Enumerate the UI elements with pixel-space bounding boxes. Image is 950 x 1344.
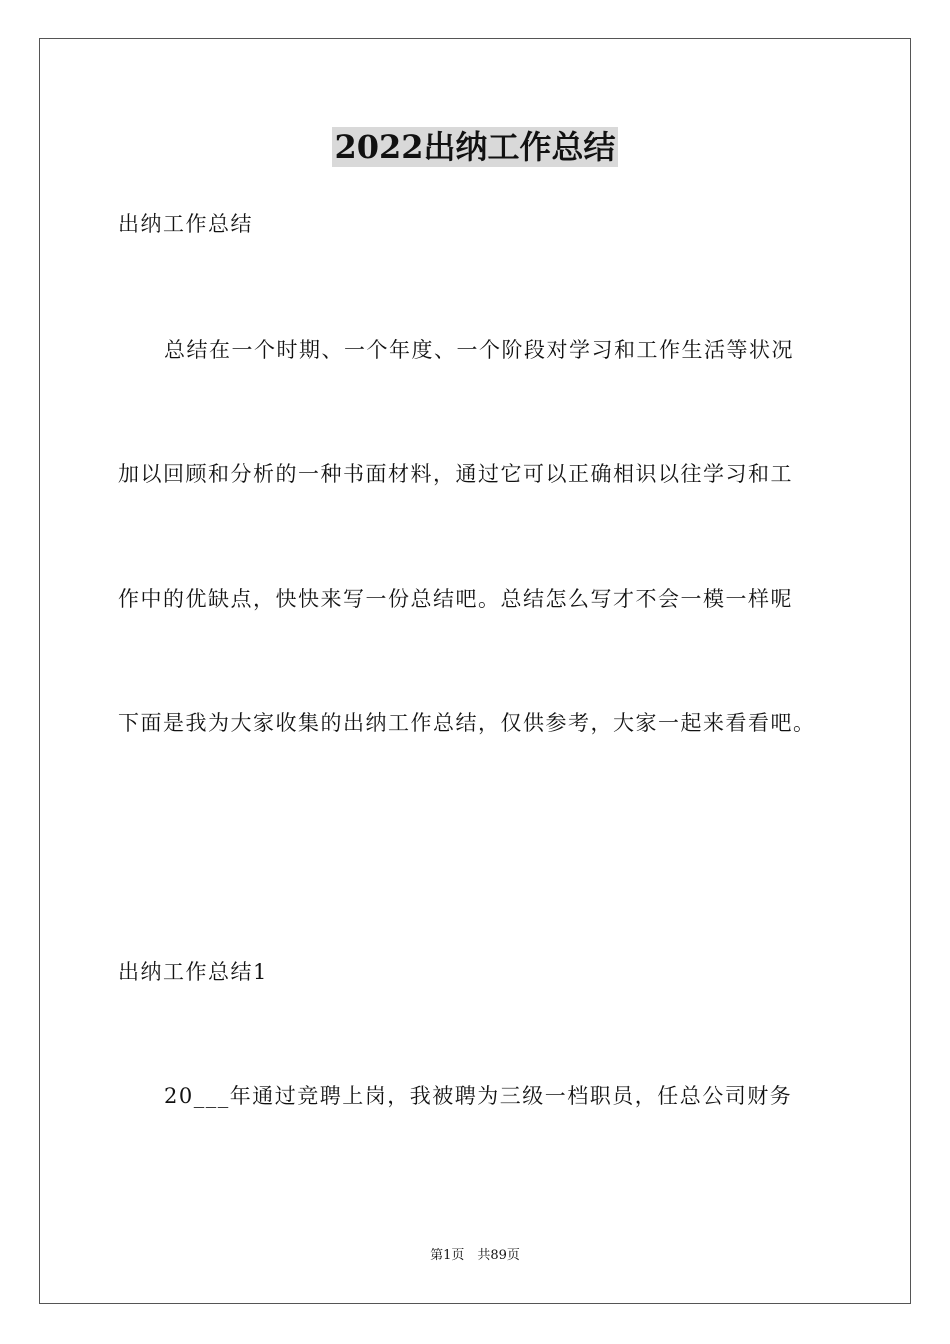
section-body-line-1: 20___年通过竞聘上岗，我被聘为三级一档职员，任总公司财务 xyxy=(164,1084,793,1108)
intro-line-2: 加以回顾和分析的一种书面材料，通过它可以正确相识以往学习和工 xyxy=(118,462,793,486)
section-heading: 出纳工作总结1 xyxy=(118,960,268,984)
title-container xyxy=(0,127,950,167)
page-number: 第1页 共89页 xyxy=(430,1248,520,1263)
intro-line-4: 下面是我为大家收集的出纳工作总结，仅供参考，大家一起来看看吧。 xyxy=(118,711,816,735)
document-subtitle: 出纳工作总结 xyxy=(118,212,253,236)
document-title: 2022出纳工作总结 xyxy=(334,128,616,166)
intro-line-3: 作中的优缺点，快快来写一份总结吧。总结怎么写才不会一模一样呢 xyxy=(118,587,793,611)
intro-line-1: 总结在一个时期、一个年度、一个阶段对学习和工作生活等状况 xyxy=(164,338,794,362)
